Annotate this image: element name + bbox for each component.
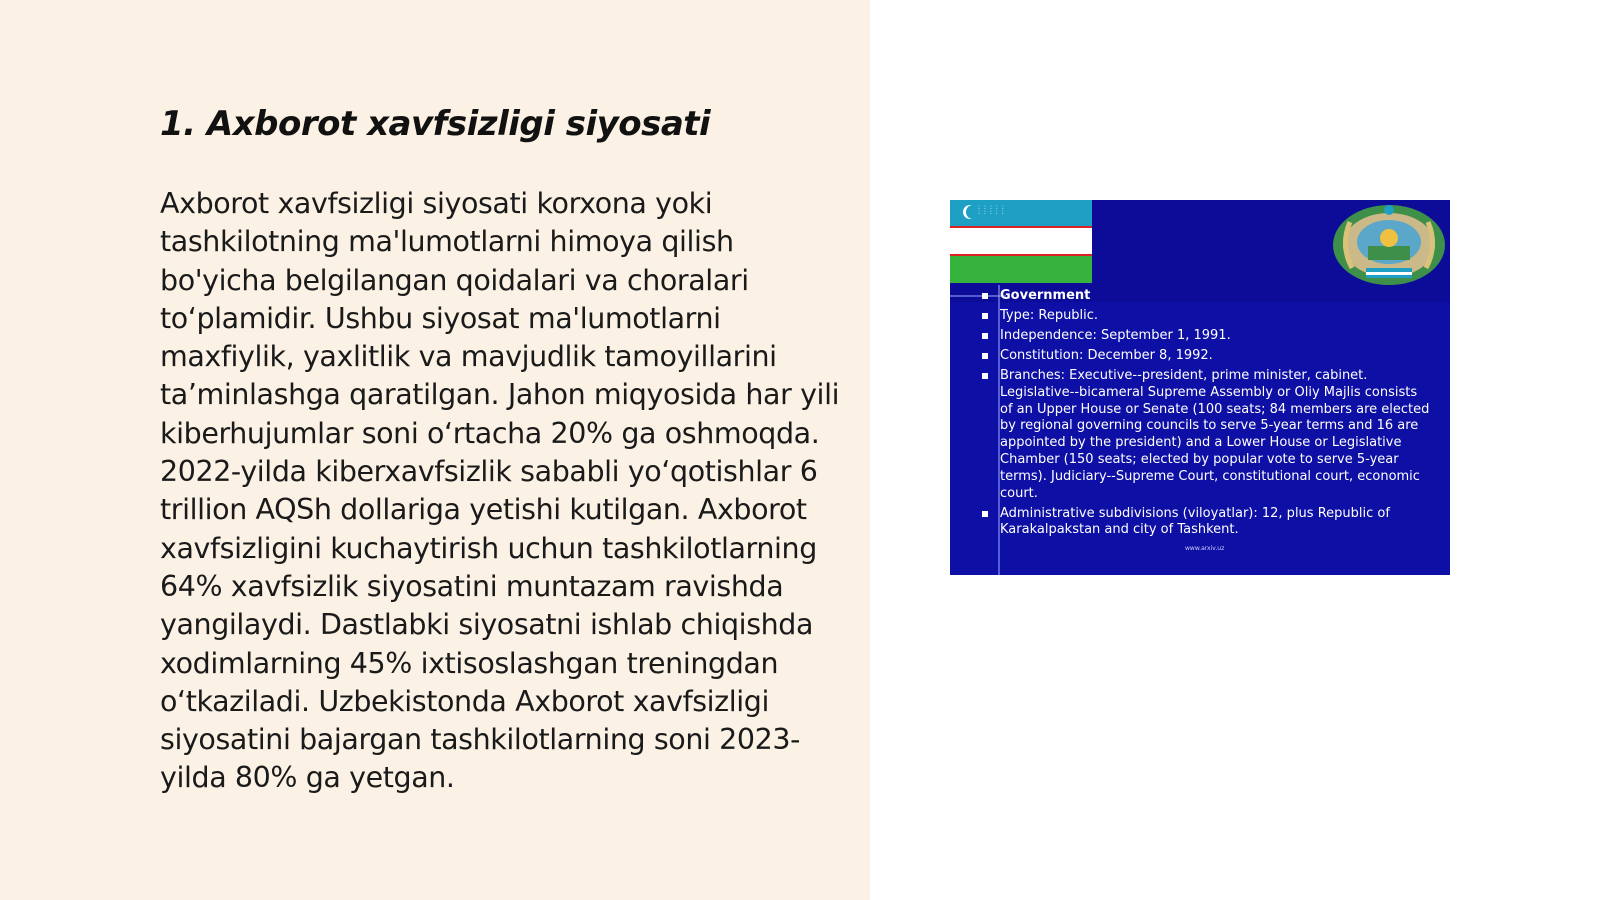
slide-title: 1. Axborot xavfsizligi siyosati — [160, 104, 711, 144]
government-slide-image — [950, 200, 1450, 575]
slide-body-text: Axborot xavfsizligi siyosati korxona yoki tashkilotning ma'lumotlarni himoya qilish bo'yicha belgilangan qoidalari va choralari to‘plamidir. Ushbu siyosat ma'lumotlarni maxfiylik, yaxlitlik va mavjudlik tamoyillarini ta’minlashga qaratilgan. Jahon miqyosida har yili kiberhujumlar soni o‘rtacha 20% ga oshmoqda. 2022-yilda kiberxavfsizlik sababli yo‘qotishlar 6 trillion AQSh dollariga yetishi kutilgan. Axborot xavfsizligini kuchaytirish uchun tashkilotlarning 64% xavfsizlik siyosatini muntazam ravishda yangilaydi. Dastlabki siyosatni ishlab chiqishda xodimlarning 45% ixtisoslashgan treningdan o‘tkaziladi. Uzbekistonda Axborot xavfsizligi siyosatini bajargan tashkilotlarning soni 2023-yilda 80% ga yetgan. — [160, 187, 840, 795]
list-item: Administrative subdivisions (viloyatlar): 12, plus Republic of Karakalpakstan and city of Tashkent. — [980, 506, 1430, 540]
list-item: Independence: September 1, 1991. — [980, 328, 1430, 345]
slide-footer-url: www.arxiv.uz — [1185, 545, 1225, 552]
uzbekistan-emblem-icon — [1330, 202, 1448, 286]
list-item: Constitution: December 8, 1992. — [980, 348, 1430, 365]
uzbekistan-flag-icon: : : : : : : : : : : — [950, 200, 1092, 283]
list-item: Branches: Executive--president, prime minister, cabinet. Legislative--bicameral Supreme Assembly or Oliy Majlis consists of an Upper House or Senate (100 seats; 84 members are elected by regional governing councils to serve 5-year terms and 16 are appointed by the president) and a Lower House or Legislative Chamber (150 seats; elected by popular vote to serve 5-year terms). Judiciary--Supreme Court, constitutional court, economic court. — [980, 368, 1430, 502]
government-facts-list — [980, 288, 1430, 542]
list-item: Type: Republic. — [980, 308, 1430, 325]
list-item: Government — [980, 288, 1430, 305]
